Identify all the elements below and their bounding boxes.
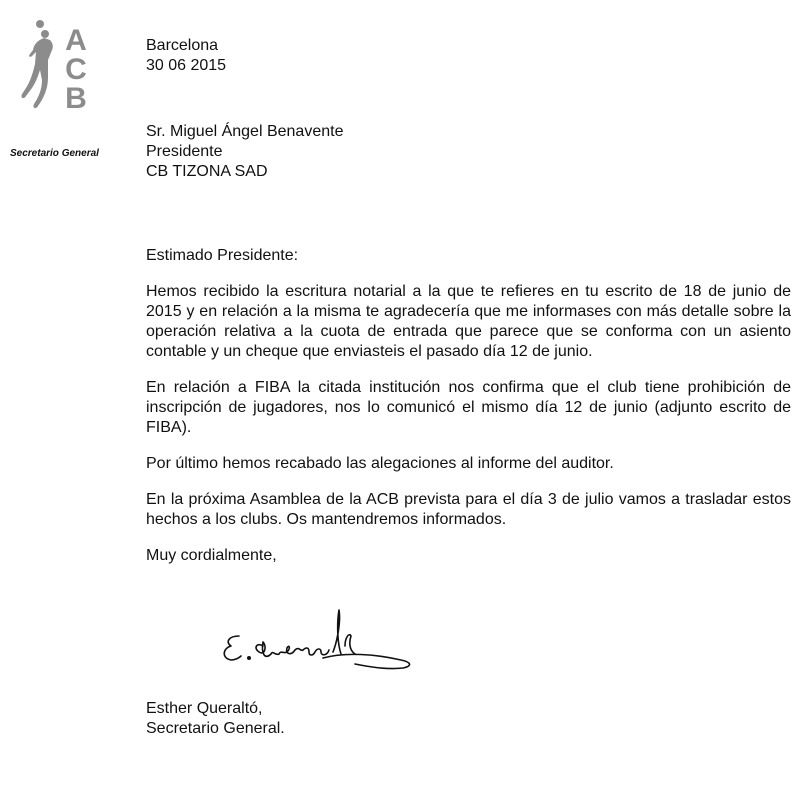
svg-text:A: A [65,24,87,57]
signer-title: Secretario General. [146,720,285,737]
basketball-player-icon [21,20,52,108]
date: 30 06 2015 [146,57,227,74]
letterhead-title: Secretario General [10,148,99,159]
date-block [146,36,791,76]
paragraph: En la próxima Asamblea de la ACB prevista para el día 3 de julio vamos a trasladar estos hechos a los clubs. Os mantendremos informados. [146,491,791,528]
recipient-block [146,122,791,182]
place: Barcelona [146,37,219,54]
acb-logo [18,20,98,112]
letterhead [10,20,120,170]
paragraph: Hemos recibido la escritura notarial a la que te refieres en tu escrito de 18 de junio de 2015 y en relación a la misma te agradecería que me informases con más detalle sobre la operación relativa a la cuota de entrada que parece que se conforma con un asiento contable y un cheque que enviasteis el pasado día 12 de junio. [146,283,791,360]
paragraph: Por último hemos recabado las alegaciones al informe del auditor. [146,455,614,472]
paragraph: En relación a FIBA la citada institución nos confirma que el club tiene prohibición de inscripción de jugadores, nos lo comunicó el mismo día 12 de junio (adjunto escrito de FIBA). [146,379,791,436]
signer-name: Esther Queraltó, [146,700,263,717]
closing: Muy cordialmente, [146,547,277,564]
svg-text:C: C [65,53,87,86]
salutation: Estimado Presidente: [146,247,299,264]
recipient-role: Presidente [146,143,223,160]
recipient-name: Sr. Miguel Ángel Benavente [146,123,344,140]
recipient-org: CB TIZONA SAD [146,163,268,180]
svg-text:B: B [65,82,87,112]
signer-block [146,699,285,739]
letter-body [146,36,791,566]
signature [205,602,425,684]
